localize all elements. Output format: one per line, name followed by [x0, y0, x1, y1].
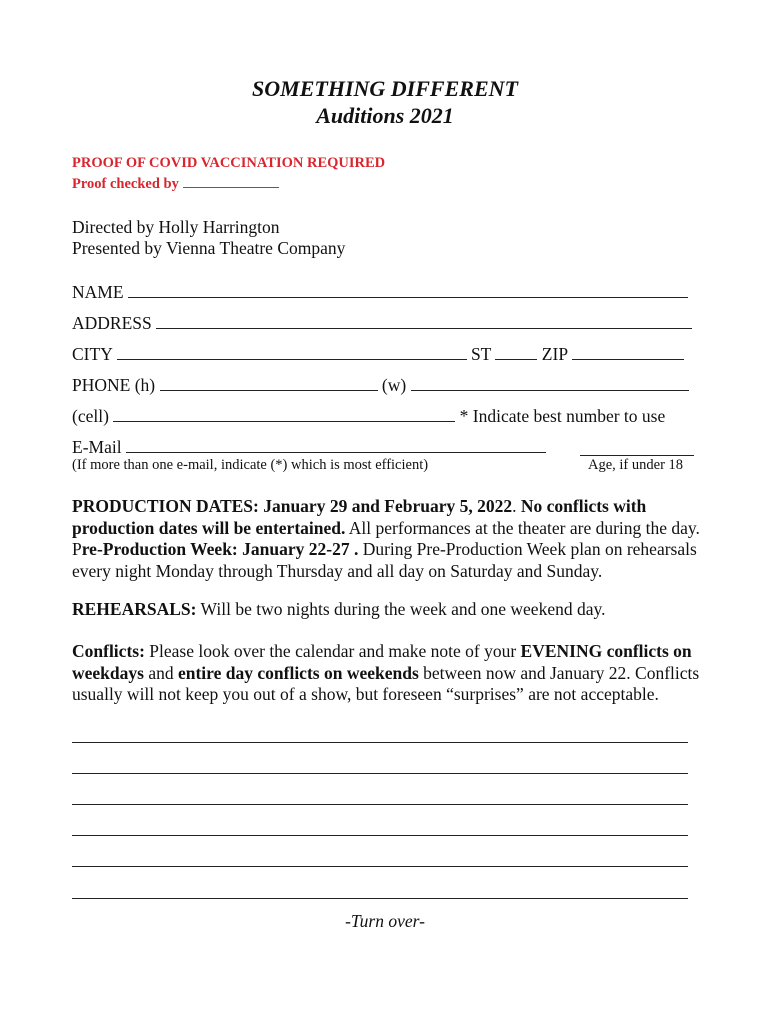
- conflicts-line-2[interactable]: [72, 773, 688, 774]
- city-row: [72, 342, 684, 364]
- best-number-note: * Indicate best number to use: [459, 406, 666, 426]
- cell-phone-field[interactable]: [113, 404, 455, 422]
- address-row: [72, 311, 692, 333]
- name-label: NAME: [72, 282, 124, 302]
- age-field[interactable]: [580, 438, 694, 456]
- pre-production-info: During Pre-Production Week plan on rehearsals every night Monday through Thursday and all day on Saturday and Sunday.: [72, 539, 697, 581]
- city-field[interactable]: [117, 342, 467, 360]
- conflicts-line-5[interactable]: [72, 866, 688, 867]
- vaccination-notice: PROOF OF COVID VACCINATION REQUIRED: [72, 155, 386, 171]
- rehearsals-paragraph: [72, 599, 700, 621]
- evening-conflicts: EVENING conflicts on weekdays: [72, 641, 692, 683]
- state-label: ST: [470, 344, 492, 364]
- home-phone-label: PHONE (h): [72, 375, 156, 395]
- state-field[interactable]: [495, 342, 537, 360]
- name-row: [72, 280, 688, 302]
- company-credit: Presented by Vienna Theatre Company: [72, 238, 346, 258]
- zip-label: ZIP: [541, 344, 568, 364]
- form-subtitle: Auditions 2021: [316, 103, 454, 128]
- cell-row: [72, 404, 665, 426]
- performance-info: All performances at the theater are during the day. P: [72, 517, 700, 560]
- conflicts-line-6[interactable]: [72, 898, 688, 899]
- turn-over-note: -Turn over-: [345, 911, 425, 931]
- production-dates: PRODUCTION DATES: January 29 and February 5, 2022: [72, 496, 513, 516]
- home-phone-field[interactable]: [160, 373, 378, 391]
- conflicts-line-4[interactable]: [72, 835, 688, 836]
- conflicts-line-1[interactable]: [72, 742, 688, 743]
- email-note: (If more than one e-mail, indicate (*) which is most efficient): [72, 457, 429, 473]
- rehearsals-text: Will be two nights during the week and one weekend day.: [196, 599, 606, 619]
- proof-checked-line: [72, 174, 279, 193]
- proof-checked-label: Proof checked by: [72, 176, 179, 192]
- form-title: SOMETHING DIFFERENT: [252, 76, 518, 101]
- conflicts-heading: Conflicts:: [72, 641, 145, 661]
- conflicts-line-3[interactable]: [72, 804, 688, 805]
- zip-field[interactable]: [572, 342, 684, 360]
- work-phone-field[interactable]: [411, 373, 689, 391]
- city-label: CITY: [72, 344, 113, 364]
- conflicts-text-2: and: [143, 662, 178, 683]
- cell-phone-label: (cell): [72, 406, 109, 426]
- production-dates-paragraph: [72, 496, 700, 582]
- weekend-conflicts: entire day conflicts on weekends: [177, 662, 419, 683]
- phone-row: [72, 373, 689, 395]
- rehearsals-heading: REHEARSALS:: [72, 599, 197, 619]
- pre-production-week: re-Production Week: January 22-27 .: [81, 539, 359, 560]
- address-field[interactable]: [156, 311, 692, 329]
- proof-checked-blank[interactable]: [183, 174, 279, 188]
- name-field[interactable]: [128, 280, 688, 298]
- director-credit: Directed by Holly Harrington: [72, 217, 280, 237]
- no-conflicts-statement: No conflicts with production dates will be entertained.: [72, 496, 647, 538]
- email-field[interactable]: [126, 435, 546, 453]
- conflicts-paragraph: [72, 641, 700, 706]
- age-note: Age, if under 18: [588, 457, 684, 473]
- email-row: [72, 435, 546, 457]
- production-dates-period: .: [512, 496, 521, 516]
- address-label: ADDRESS: [72, 313, 152, 333]
- work-phone-label: (w): [381, 375, 407, 395]
- email-label: E-Mail: [72, 437, 122, 457]
- conflicts-text-1: Please look over the calendar and make note of your: [144, 641, 521, 661]
- conflicts-text-3: between now and January 22. Conflicts usually will not keep you out of a show, but foreseen “surprises” are not acceptable.: [72, 662, 700, 705]
